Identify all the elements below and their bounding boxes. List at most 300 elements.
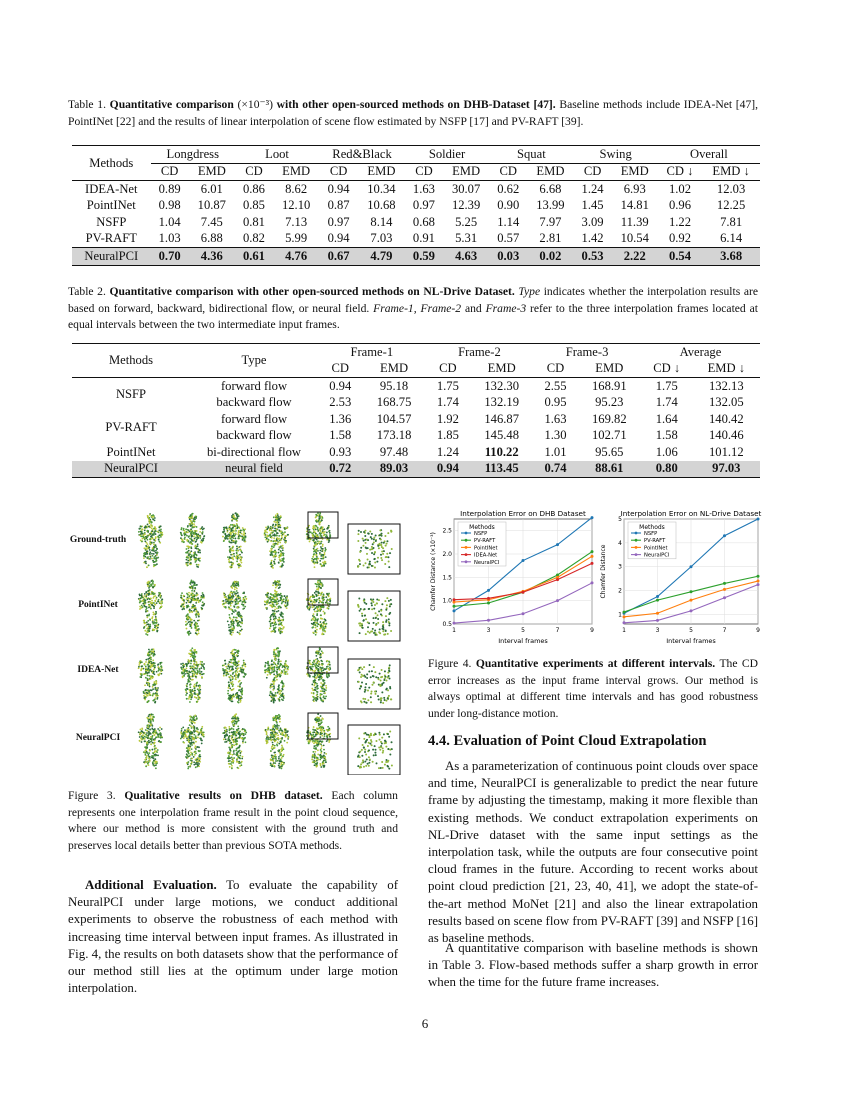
table1-value-cell: 0.02 [527, 248, 573, 266]
table1-value-cell: 6.88 [200, 231, 223, 246]
table2-type-cell: backward flow [216, 428, 292, 443]
row-label-neuralpci: NeuralPCI [75, 733, 121, 743]
zoom-point [380, 554, 382, 556]
zoom-point [380, 746, 382, 748]
zoom-point [368, 765, 370, 767]
zoom-point [380, 544, 382, 546]
zoom-point [386, 553, 388, 555]
table2-value-cell: 95.65 [595, 444, 624, 459]
zoom-point [387, 697, 389, 699]
zoom-point [379, 628, 381, 630]
zoom-point [366, 673, 368, 675]
table2-value-cell: 1.75 [655, 378, 678, 393]
table1-value-cell: 6.93 [623, 181, 646, 196]
point-cloud-figure [138, 713, 163, 769]
y-tick-label: 2 [618, 587, 622, 595]
table2-value-cell: 132.19 [484, 395, 519, 410]
chart-title: Interpolation Error on DHB Dataset [460, 509, 586, 518]
zoom-point [377, 614, 379, 616]
table1-subheader: CD [415, 164, 433, 179]
zoom-point [357, 605, 359, 607]
legend-marker [635, 539, 638, 542]
table1-value-cell: 2.81 [539, 231, 562, 246]
table2-value-cell: 1.64 [655, 411, 678, 426]
table1 [72, 145, 760, 266]
section-paragraph-2: A quantitative comparison with baseline methods is shown in Table 3. Flow-based methods suffer a sharp growth in error when the time for the future frame increases. [428, 941, 758, 990]
additional-text: To evaluate the capability of NeuralPCI under large motions, we conduct additional experiments to observe the robustness of each method with increasing time interval between input frames. As illustrated in Fig. 4, the results on both datasets show that the performance of our method still lies at the optimum under large motion interpolation. [68, 878, 398, 996]
zoom-point [390, 698, 392, 700]
table1-value-cell: 7.13 [285, 214, 308, 229]
data-point [723, 588, 726, 591]
zoom-point [365, 603, 367, 605]
table1-row [72, 248, 760, 266]
zoom-point [390, 599, 392, 601]
table1-value-cell: 0.03 [489, 248, 527, 266]
point-cloud-figure [180, 647, 205, 703]
table1-row [72, 181, 760, 198]
zoom-point [388, 624, 390, 626]
zoom-point [368, 608, 370, 610]
zoom-point [361, 613, 363, 615]
table2-value-cell: 97.03 [693, 461, 760, 478]
zoom-point [370, 676, 372, 678]
zoom-point [378, 732, 380, 734]
table1-value-cell: 12.03 [716, 181, 746, 196]
table2-type-cell: bi-directional flow [206, 444, 302, 459]
zoom-point [359, 766, 361, 768]
zoom-point [377, 622, 379, 624]
zoom-point [387, 733, 389, 735]
x-axis-label: Interval frames [666, 637, 716, 645]
zoom-point [378, 547, 380, 549]
zoom-point [365, 546, 367, 548]
zoom-point [384, 676, 386, 678]
table1-value-cell: 2.22 [612, 248, 658, 266]
zoom-point [388, 667, 390, 669]
legend-label: NSFP [644, 531, 658, 537]
x-tick-label: 9 [756, 627, 760, 634]
table2-value-cell: 102.71 [591, 428, 627, 443]
zoom-point [367, 745, 369, 747]
table1-value-cell: 7.81 [720, 214, 743, 229]
x-tick-label: 5 [689, 627, 693, 634]
table1-value-cell: 0.62 [497, 181, 520, 196]
figure3 [68, 505, 408, 775]
data-point [723, 582, 726, 585]
zoom-point [383, 679, 385, 681]
data-point [723, 534, 726, 537]
data-point [656, 612, 659, 615]
zoom-point [361, 623, 363, 625]
zoom-point [358, 737, 360, 739]
table2-value-cell: 173.18 [376, 428, 412, 443]
table1-group-header: Loot [265, 146, 289, 161]
zoom-point [359, 610, 361, 612]
zoom-point [376, 598, 378, 600]
table1-methods-header: Methods [89, 155, 134, 170]
zoom-point [364, 530, 366, 532]
legend-label: PointINet [644, 545, 668, 552]
zoom-point [386, 597, 388, 599]
table1-method-cell: NSFP [96, 214, 127, 229]
table2-value-cell: 95.23 [595, 395, 624, 410]
table1-value-cell: 0.97 [412, 198, 435, 213]
table1-value-cell: 0.57 [497, 231, 520, 246]
x-tick-label: 7 [555, 627, 560, 634]
table1-method-cell: NeuralPCI [72, 248, 151, 266]
zoom-point [373, 537, 375, 539]
zoom-point [364, 751, 366, 753]
point-cloud-figure [264, 647, 289, 703]
point-cloud-figure [306, 512, 331, 568]
zoom-point [368, 670, 370, 672]
zoom-point [365, 618, 367, 620]
point-cloud-figure [222, 581, 247, 636]
zoom-point [372, 675, 374, 677]
table1-value-cell: 0.87 [327, 198, 350, 213]
zoom-point [381, 683, 383, 685]
zoom-point [390, 630, 392, 632]
zoom-point [376, 561, 378, 563]
table2-subheader: EMD [595, 361, 624, 376]
table1-subheader: EMD [367, 164, 396, 179]
x-tick-label: 3 [486, 627, 491, 634]
zoom-point [371, 552, 373, 554]
point-cloud-figure [180, 513, 205, 568]
figure4-caption: Figure 4. Quantitative experiments at different intervals. The CD error increases as the input frame interval grows. Our method is always optimal at different time intervals and has good robustness under long-distance motion. [428, 657, 758, 720]
zoom-point [378, 747, 380, 749]
table1-value-cell: 7.45 [200, 214, 223, 229]
legend-marker [465, 560, 468, 563]
table1-subheader: CD [499, 164, 518, 179]
zoom-point [389, 552, 391, 554]
zoom-point [362, 545, 364, 547]
zoom-point [371, 630, 373, 632]
table1-subheader: CD [160, 164, 179, 179]
table2-row [72, 461, 760, 478]
table2-row [72, 378, 760, 395]
zoom-point [381, 669, 383, 671]
zoom-point [371, 670, 373, 672]
table1-value-cell: 0.86 [242, 181, 265, 196]
data-point [690, 609, 693, 612]
zoom-point [362, 627, 364, 629]
zoom-point [359, 688, 361, 690]
table1-value-cell: 12.25 [716, 198, 746, 213]
zoom-point [357, 765, 359, 767]
data-point [453, 622, 456, 625]
table1-value-cell: 3.68 [702, 248, 760, 266]
zoom-point [373, 541, 375, 543]
zoom-point [375, 617, 377, 619]
table1-value-cell: 4.63 [443, 248, 489, 266]
table2-value-cell: 1.58 [329, 428, 352, 443]
zoom-point [365, 542, 367, 544]
zoom-point [370, 602, 372, 604]
zoom-point [374, 551, 376, 553]
zoom-point [374, 562, 376, 564]
zoom-point [364, 760, 366, 762]
table2-method-cell: NeuralPCI [72, 461, 190, 478]
zoom-point [373, 547, 375, 549]
legend-marker [635, 532, 638, 535]
data-point [723, 596, 726, 599]
zoom-point [391, 741, 393, 743]
zoom-point [372, 617, 374, 619]
table1-value-cell: 1.42 [581, 231, 604, 246]
zoom-point [366, 538, 368, 540]
zoom-point [380, 557, 382, 559]
zoom-point [369, 743, 371, 745]
zoom-point [391, 765, 393, 767]
zoom-point [388, 561, 390, 563]
zoom-point [363, 701, 365, 703]
data-point [591, 562, 594, 565]
table2-subheader: CD [439, 361, 457, 376]
zoom-point [375, 754, 377, 756]
table2-value-cell: 140.42 [708, 411, 744, 426]
data-point [522, 612, 525, 615]
additional-evaluation-paragraph [68, 877, 398, 997]
zoom-point [366, 677, 368, 679]
table2-value-cell: 1.06 [655, 444, 678, 459]
zoom-point [387, 689, 389, 691]
zoom-point [366, 553, 368, 555]
zoom-point [357, 540, 359, 542]
zoom-point [371, 741, 373, 743]
zoom-point [371, 533, 373, 535]
table2-value-cell: 1.58 [655, 428, 678, 443]
table2 [72, 343, 760, 478]
x-tick-label: 1 [452, 627, 456, 634]
zoom-point [374, 604, 376, 606]
table2-group-header: Frame-1 [350, 344, 394, 359]
zoom-point [388, 736, 390, 738]
table1-value-cell: 0.92 [668, 231, 692, 246]
legend-label: PointINet [474, 545, 498, 552]
zoom-point [389, 686, 391, 688]
zoom-point [382, 750, 384, 752]
page-number: 6 [421, 1016, 429, 1031]
table2-method-cell: PointINet [106, 444, 156, 459]
zoom-point [386, 540, 388, 542]
table2-value-cell: 1.63 [544, 411, 567, 426]
zoom-point [365, 562, 367, 564]
zoom-point [369, 563, 371, 565]
legend-label: NeuralPCI [644, 552, 670, 559]
zoom-point [386, 619, 388, 621]
zoom-point [380, 610, 382, 612]
point-cloud-figure [222, 713, 247, 769]
legend-label: PV-RAFT [644, 538, 666, 545]
table1-value-cell: 5.25 [455, 214, 478, 229]
zoom-point [372, 628, 374, 630]
table2-row [72, 411, 760, 428]
table1-group-header: Longdress [166, 146, 219, 161]
zoom-point [382, 747, 384, 749]
chart-title: Interpolation Error on NL-Drive Dataset [620, 509, 762, 518]
table1-row [72, 198, 760, 215]
table1-subheader: EMD [620, 164, 649, 179]
zoom-point [368, 736, 370, 738]
y-tick-label: 1.5 [442, 574, 452, 582]
zoom-point [357, 533, 359, 535]
point-cloud-figure [138, 579, 163, 635]
table2-method-cell: PV-RAFT [105, 420, 157, 434]
table1-value-cell: 0.94 [327, 231, 350, 246]
table1-value-cell: 1.14 [497, 214, 520, 229]
zoom-point [367, 763, 369, 765]
y-tick-label: 1.0 [442, 597, 452, 605]
zoom-point [367, 626, 369, 628]
zoom-point [389, 754, 391, 756]
zoom-point [361, 755, 363, 757]
zoom-point [381, 559, 383, 561]
zoom-point [389, 731, 391, 733]
zoom-point [371, 608, 373, 610]
table2-value-cell: 0.74 [533, 461, 577, 478]
zoom-point [382, 752, 384, 754]
legend-marker [465, 553, 468, 556]
zoom-point [388, 566, 390, 568]
table1-value-cell: 1.04 [158, 214, 181, 229]
point-cloud-figure [264, 580, 289, 634]
legend-title: Methods [469, 524, 495, 531]
zoom-point [375, 740, 377, 742]
table1-subheader: CD ↓ [666, 164, 694, 179]
table1-value-cell: 0.89 [158, 181, 181, 196]
zoom-point [367, 547, 369, 549]
zoom-point [372, 749, 374, 751]
data-point [591, 581, 594, 584]
zoom-point [388, 768, 390, 770]
table1-value-cell: 0.90 [497, 198, 520, 213]
table1-value-cell: 0.96 [668, 198, 692, 213]
zoom-point [380, 741, 382, 743]
table2-value-cell: 1.75 [436, 378, 459, 393]
zoom-point [387, 633, 389, 635]
table2-value-cell: 97.48 [379, 444, 409, 459]
zoom-point [382, 702, 384, 704]
x-tick-label: 1 [622, 627, 626, 634]
zoom-point [371, 690, 373, 692]
zoom-point [364, 608, 366, 610]
zoom-point [365, 754, 367, 756]
zoom-point [376, 762, 378, 764]
legend-label: PV-RAFT [474, 538, 496, 545]
zoom-point [380, 679, 382, 681]
zoom-point [388, 695, 390, 697]
table2-subheader: CD ↓ [653, 361, 681, 376]
point-cloud-grid [68, 505, 408, 775]
zoom-point [361, 762, 363, 764]
zoom-point [361, 749, 363, 751]
zoom-point [386, 604, 388, 606]
zoom-point [384, 535, 386, 537]
table2-group-header: Frame-3 [565, 344, 609, 359]
zoom-point [372, 761, 374, 763]
data-point [522, 591, 525, 594]
zoom-point [388, 675, 390, 677]
table1-value-cell: 1.03 [158, 231, 181, 246]
zoom-point [371, 565, 373, 567]
zoom-point [361, 701, 363, 703]
data-point [487, 602, 490, 605]
table2-value-cell: 101.12 [708, 444, 744, 459]
zoom-point [388, 618, 390, 620]
zoom-point [370, 696, 372, 698]
table2-value-cell: 145.48 [484, 428, 519, 443]
legend-title: Methods [639, 524, 665, 531]
point-cloud-figure [306, 713, 331, 768]
data-point [591, 555, 594, 558]
table2-value-cell: 0.72 [318, 461, 362, 478]
point-cloud-figure [306, 580, 331, 636]
zoom-point [360, 531, 362, 533]
zoom-point [380, 701, 382, 703]
zoom-point [379, 529, 381, 531]
zoom-point [363, 540, 365, 542]
table2-method-cell: NSFP [115, 387, 147, 401]
zoom-point [383, 733, 385, 735]
zoom-point [386, 556, 388, 558]
zoom-point [359, 563, 361, 565]
zoom-point [364, 676, 366, 678]
zoom-point [363, 600, 365, 602]
zoom-point [383, 550, 385, 552]
table1-subheader: CD [245, 164, 263, 179]
zoom-point [384, 563, 386, 565]
zoom-point [380, 684, 382, 686]
zoom-point [387, 748, 389, 750]
data-point [487, 589, 490, 592]
zoom-point [363, 738, 365, 740]
zoom-point [370, 693, 372, 695]
zoom-point [381, 542, 383, 544]
zoom-point [363, 766, 365, 768]
zoom-point [366, 734, 368, 736]
table1-value-cell: 0.91 [412, 231, 435, 246]
table2-value-cell: 168.91 [591, 378, 627, 393]
table1-caption: Table 1. Quantitative comparison (×10⁻³) with other open-sourced methods on DHB-Dataset [47]. Baseline methods include IDEA-Net [47], PointINet [22] and the results of linear interpolation of scene flow estimated by NSFP [17] and PV-RAFT [39]. [68, 98, 759, 128]
table2-value-cell: 2.55 [544, 378, 567, 393]
zoom-point [379, 739, 381, 741]
table1-value-cell: 0.67 [319, 248, 358, 266]
zoom-point [362, 675, 364, 677]
table1-value-cell: 4.76 [273, 248, 319, 266]
zoom-point [364, 615, 366, 617]
zoom-point [388, 670, 390, 672]
point-cloud-figure [306, 647, 331, 702]
zoom-point [372, 543, 374, 545]
zoom-point [367, 631, 369, 633]
table1-subheader: EMD ↓ [712, 164, 750, 179]
zoom-point [380, 699, 382, 701]
data-point [487, 619, 490, 622]
data-point [591, 516, 594, 519]
point-cloud-figure [222, 649, 247, 704]
table1-subheader: EMD [282, 164, 311, 179]
row-label-idea-net: IDEA-Net [77, 665, 119, 675]
zoom-point [361, 668, 363, 670]
zoom-point [373, 681, 375, 683]
table1-value-cell: 12.39 [451, 198, 481, 213]
zoom-point [364, 698, 366, 700]
table1-value-cell: 1.24 [581, 181, 604, 196]
section-heading: 4.4. Evaluation of Point Cloud Extrapolation [428, 733, 707, 749]
zoom-point [387, 761, 389, 763]
zoom-point [359, 671, 361, 673]
